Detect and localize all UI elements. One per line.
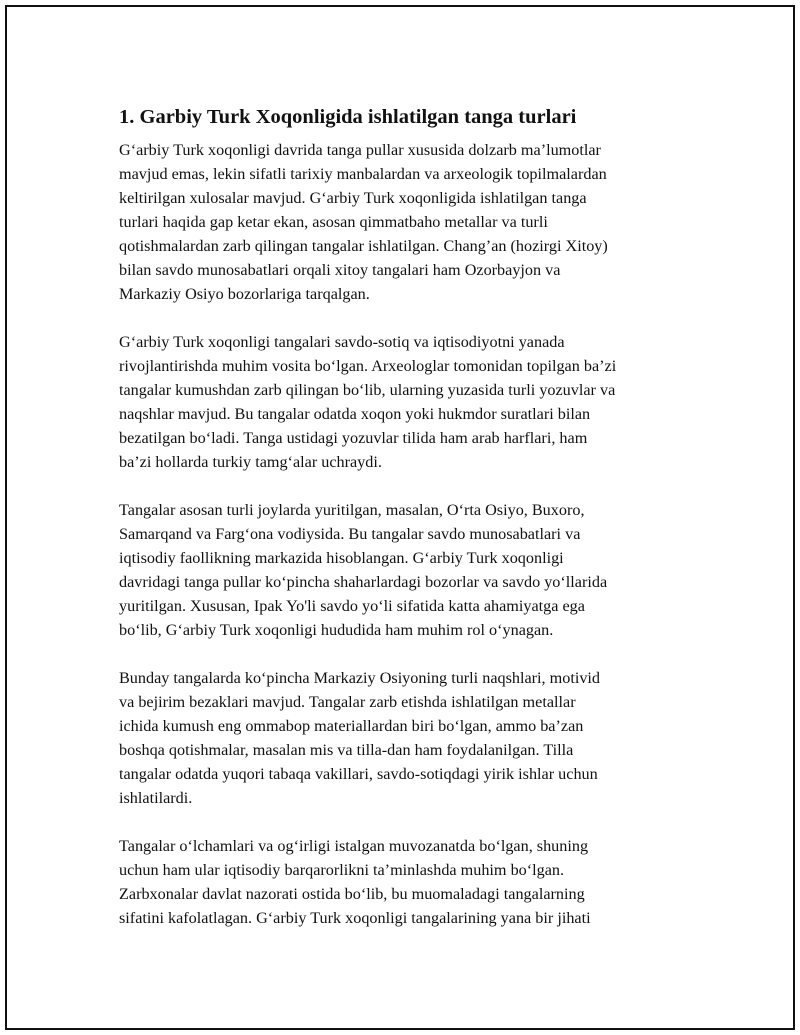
text-line: keltirilgan xulosalar mavjud. G‘arbiy Turk xoqonligida ishlatilgan tanga [119,189,587,207]
text-line: boshqa qotishmalar, masalan mis va tilla-dan ham foydalanilgan. Tilla [119,741,574,759]
paragraph-3 [119,498,709,642]
text-line: bo‘lib, G‘arbiy Turk xoqonligi hududida ham muhim rol o‘ynagan. [119,621,554,639]
text-line: Markaziy Osiyo bozorlariga tarqalgan. [119,285,370,303]
paragraph-2 [119,330,709,474]
text-line: bilan savdo munosabatlari orqali xitoy tangalari ham Ozorbayjon va [119,261,561,279]
text-line: Tangalar asosan turli joylarda yuritilgan, masalan, O‘rta Osiyo, Buxoro, [119,501,585,519]
section-heading: 1. Garbiy Turk Xoqonligida ishlatilgan tanga turlari [119,106,577,128]
text-line: davridagi tanga pullar ko‘pincha shaharlardagi bozorlar va savdo yo‘llarida [119,573,608,591]
text-line: bezatilgan bo‘ladi. Tanga ustidagi yozuvlar tilida ham arab harflari, ham [119,429,588,447]
text-line: turlari haqida gap ketar ekan, asosan qimmatbaho metallar va turli [119,213,548,231]
text-line: rivojlantirishda muhim vosita bo‘lgan. Arxeologlar tomonidan topilgan ba’zi [119,357,617,375]
paragraph-4 [119,666,709,810]
text-line: ishlatilardi. [119,789,193,807]
paragraph-1 [119,138,709,306]
text-line: yuritilgan. Xususan, Ipak Yo'li savdo yo‘li sifatida katta ahamiyatga ega [119,597,585,615]
text-line: tangalar kumushdan zarb qilingan bo‘lib, ularning yuzasida turli yozuvlar va [119,381,616,399]
text-line: sifatini kafolatlagan. G‘arbiy Turk xoqonligi tangalarining yana bir jihati [119,909,591,927]
page-frame [5,5,795,1030]
text-line: Samarqand va Farg‘ona vodiysida. Bu tangalar savdo munosabatlari va [119,525,581,543]
text-line: G‘arbiy Turk xoqonligi tangalari savdo-sotiq va iqtisodiyotni yanada [119,333,565,351]
text-line: ichida kumush eng ommabop materiallardan biri bo‘lgan, ammo ba’zan [119,717,584,735]
text-line: Tangalar o‘lchamlari va og‘irligi istalgan muvozanatda bo‘lgan, shuning [119,837,589,855]
text-line: tangalar odatda yuqori tabaqa vakillari, savdo-sotiqdagi yirik ishlar uchun [119,765,598,783]
paragraph-5 [119,834,709,930]
text-line: Bunday tangalarda ko‘pincha Markaziy Osiyoning turli naqshlari, motivid [119,669,601,687]
document-body [119,103,709,954]
text-line: mavjud emas, lekin sifatli tarixiy manbalardan va arxeologik topilmalardan [119,165,607,183]
text-line: uchun ham ular iqtisodiy barqarorlikni ta’minlashda muhim bo‘lgan. [119,861,565,879]
text-line: va bejirim bezaklari mavjud. Tangalar zarb etishda ishlatilgan metallar [119,693,576,711]
text-line: ba’zi hollarda turkiy tamg‘alar uchraydi. [119,453,382,471]
text-line: naqshlar mavjud. Bu tangalar odatda xoqon yoki hukmdor suratlari bilan [119,405,591,423]
text-line: G‘arbiy Turk xoqonligi davrida tanga pullar xususida dolzarb ma’lumotlar [119,141,601,159]
text-line: Zarbxonalar davlat nazorati ostida bo‘lib, bu muomaladagi tangalarning [119,885,585,903]
text-line: qotishmalardan zarb qilingan tangalar ishlatilgan. Chang’an (hozirgi Xitoy) [119,237,608,255]
text-line: iqtisodiy faollikning markazida hisoblangan. G‘arbiy Turk xoqonligi [119,549,564,567]
